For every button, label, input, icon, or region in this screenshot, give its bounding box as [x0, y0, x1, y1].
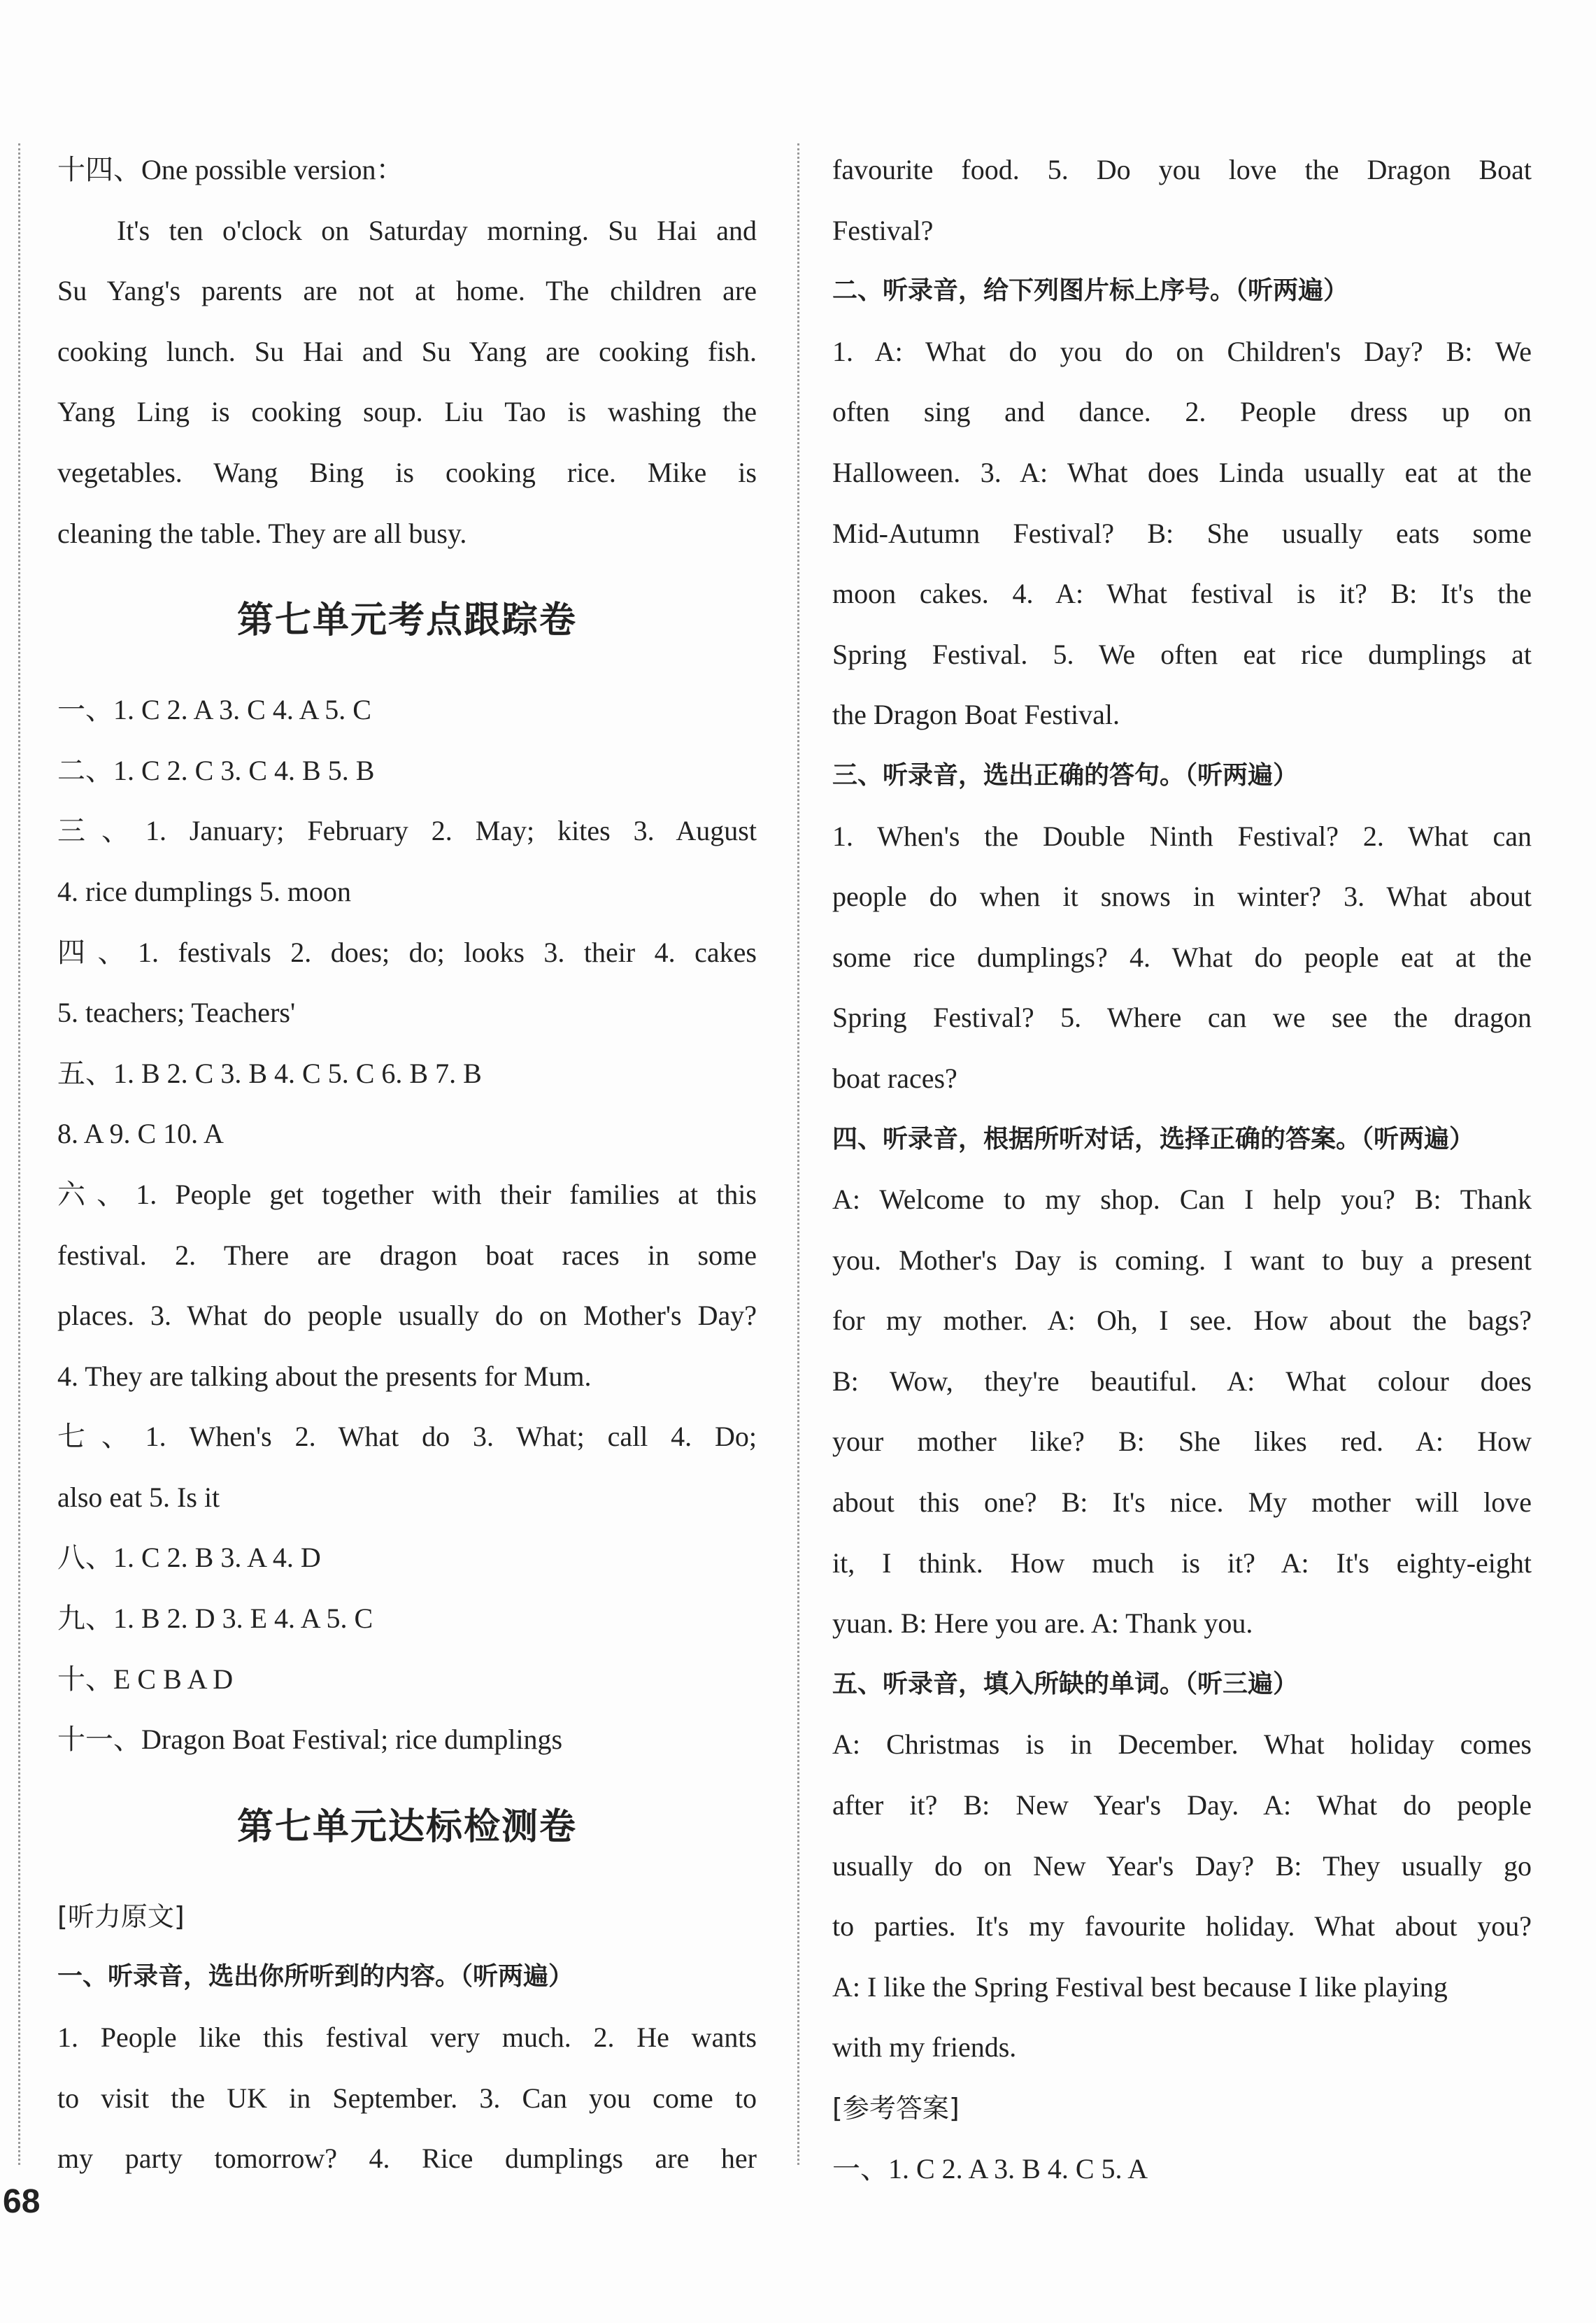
part5-line: with my friends.: [832, 2031, 1017, 2063]
part3-line: people do when it snows in winter? 3. What about: [832, 881, 1532, 913]
answer-list: [57, 680, 757, 1770]
part1-line: to visit the UK in September. 3. Can you come to: [57, 2082, 757, 2114]
part3-line: Spring Festival? 5. Where can we see the dragon: [832, 1002, 1532, 1034]
answer-line: places. 3. What do people usually do on Mother's Day?: [57, 1300, 757, 1332]
answer-line: 八、1. C 2. B 3. A 4. D: [57, 1542, 321, 1574]
essay-line: Su Yang's parents are not at home. The children are: [57, 275, 757, 307]
part1-continued-line: favourite food. 5. Do you love the Dragon Boat: [832, 154, 1532, 185]
answer-line: 四、1. festivals 2. does; do; looks 3. their 4. cakes: [57, 936, 757, 968]
answer-line: 九、1. B 2. D 3. E 4. A 5. C: [57, 1603, 373, 1635]
page-number: 68: [3, 2183, 41, 2220]
essay-line: vegetables. Wang Bing is cooking rice. Mike is: [57, 456, 757, 488]
part4-line: about this one? B: It's nice. My mother will love: [832, 1486, 1532, 1519]
part5-line: usually do on New Year's Day? B: They usually go: [832, 1849, 1532, 1882]
part4-line: B: Wow, they're beautiful. A: What colour does: [832, 1365, 1532, 1397]
essay-line: It's ten o'clock on Saturday morning. Su Hai and: [117, 214, 757, 246]
part4-line: your mother like? B: She likes red. A: How: [832, 1426, 1532, 1458]
part4-line: for my mother. A: Oh, I see. How about the bags?: [832, 1305, 1532, 1337]
answer-line: 十、E C B A D: [57, 1663, 234, 1695]
essay-line: cleaning the table. They are all busy.: [57, 517, 467, 549]
essay-line: cooking lunch. Su Hai and Su Yang are cooking fish.: [57, 335, 757, 367]
answer-line: 十一、Dragon Boat Festival; rice dumplings: [57, 1724, 563, 1756]
section-title-tracking: 第七单元考点跟踪卷: [236, 599, 577, 642]
part5-line: after it? B: New Year's Day. A: What do people: [832, 1789, 1532, 1821]
essay-body: [57, 201, 757, 564]
answer-line: 4. They are talking about the presents for Mum.: [57, 1360, 592, 1392]
answer-line: 五、1. B 2. C 3. B 4. C 5. C 6. B 7. B: [57, 1057, 482, 1089]
part2-line: often sing and dance. 2. People dress up on: [832, 396, 1532, 428]
part2-line: 1. A: What do you do on Children's Day? B: We: [832, 335, 1532, 367]
answer-line: also eat 5. Is it: [57, 1481, 220, 1513]
part3-line: boat races?: [832, 1062, 957, 1094]
part5-line: to parties. It's my favourite holiday. What about you?: [832, 1910, 1532, 1942]
answer-line: 七、1. When's 2. What do 3. What; call 4. Do;: [57, 1421, 757, 1453]
left-dotted-rule: [18, 143, 20, 2165]
part4-line: A: Welcome to my shop. Can I help you? B: Thank: [832, 1184, 1532, 1216]
answer-line: 六、1. People get together with their families at this: [57, 1178, 757, 1210]
part5-heading: 五、听录音，填入所缺的单词。（听三遍）: [832, 1669, 1299, 1698]
part4-line: yuan. B: Here you are. A: Thank you.: [832, 1607, 1253, 1640]
center-dotted-rule: [797, 143, 799, 2165]
listening-script-label: [听力原文]: [57, 1901, 185, 1932]
part2-heading: 二、听录音，给下列图片标上序号。（听两遍）: [832, 276, 1349, 306]
answer-line: 二、1. C 2. C 3. C 4. B 5. B: [57, 754, 375, 786]
part5-line: A: Christmas is in December. What holiday comes: [832, 1728, 1532, 1761]
answer-line: 5. teachers; Teachers': [57, 997, 296, 1029]
part3-line: some rice dumplings? 4. What do people eat at the: [832, 941, 1532, 973]
part2-line: moon cakes. 4. A: What festival is it? B: It's the: [832, 578, 1532, 610]
essay-line: Yang Ling is cooking soup. Liu Tao is washing the: [57, 396, 757, 428]
answer-line: 三、1. January; February 2. May; kites 3. August: [57, 815, 757, 847]
part2-line: Spring Festival. 5. We often eat rice dumplings at: [832, 638, 1532, 670]
part4-heading: 四、听录音，根据所听对话，选择正确的答案。（听两遍）: [832, 1124, 1475, 1153]
part2-line: the Dragon Boat Festival.: [832, 699, 1120, 731]
part2-line: Halloween. 3. A: What does Linda usually eat at the: [832, 456, 1532, 488]
part3-line: 1. When's the Double Ninth Festival? 2. What can: [832, 820, 1532, 852]
right-column: [832, 140, 1532, 2199]
section-title-checking: 第七单元达标检测卷: [236, 1805, 577, 1848]
part1-line: my party tomorrow? 4. Rice dumplings are her: [57, 2143, 757, 2175]
part4-line: you. Mother's Day is coming. I want to buy a present: [832, 1244, 1532, 1276]
left-column: [57, 140, 757, 2189]
part1-continued-line: Festival?: [832, 214, 934, 246]
part2-line: Mid-Autumn Festival? B: She usually eats some: [832, 517, 1532, 549]
part1-heading: 一、听录音，选出你所听到的内容。（听两遍）: [57, 1962, 574, 1991]
answer-line: 一、1. C 2. A 3. C 4. A 5. C: [57, 694, 371, 726]
reference-answer-label: [参考答案]: [832, 2093, 960, 2124]
part4-line: it, I think. How much is it? A: It's eighty-eight: [832, 1547, 1532, 1579]
reference-answer-line: 一、1. C 2. A 3. B 4. C 5. A: [832, 2152, 1148, 2185]
essay-header: 十四、One possible version：: [57, 154, 404, 185]
part3-heading: 三、听录音，选出正确的答句。（听两遍）: [832, 760, 1299, 790]
answer-line: 8. A 9. C 10. A: [57, 1118, 224, 1150]
answer-line: festival. 2. There are dragon boat races in some: [57, 1239, 757, 1271]
part5-line: A: I like the Spring Festival best because I like playing: [832, 1970, 1448, 2003]
part1-line: 1. People like this festival very much. 2. He wants: [57, 2022, 757, 2054]
answer-line: 4. rice dumplings 5. moon: [57, 875, 351, 907]
